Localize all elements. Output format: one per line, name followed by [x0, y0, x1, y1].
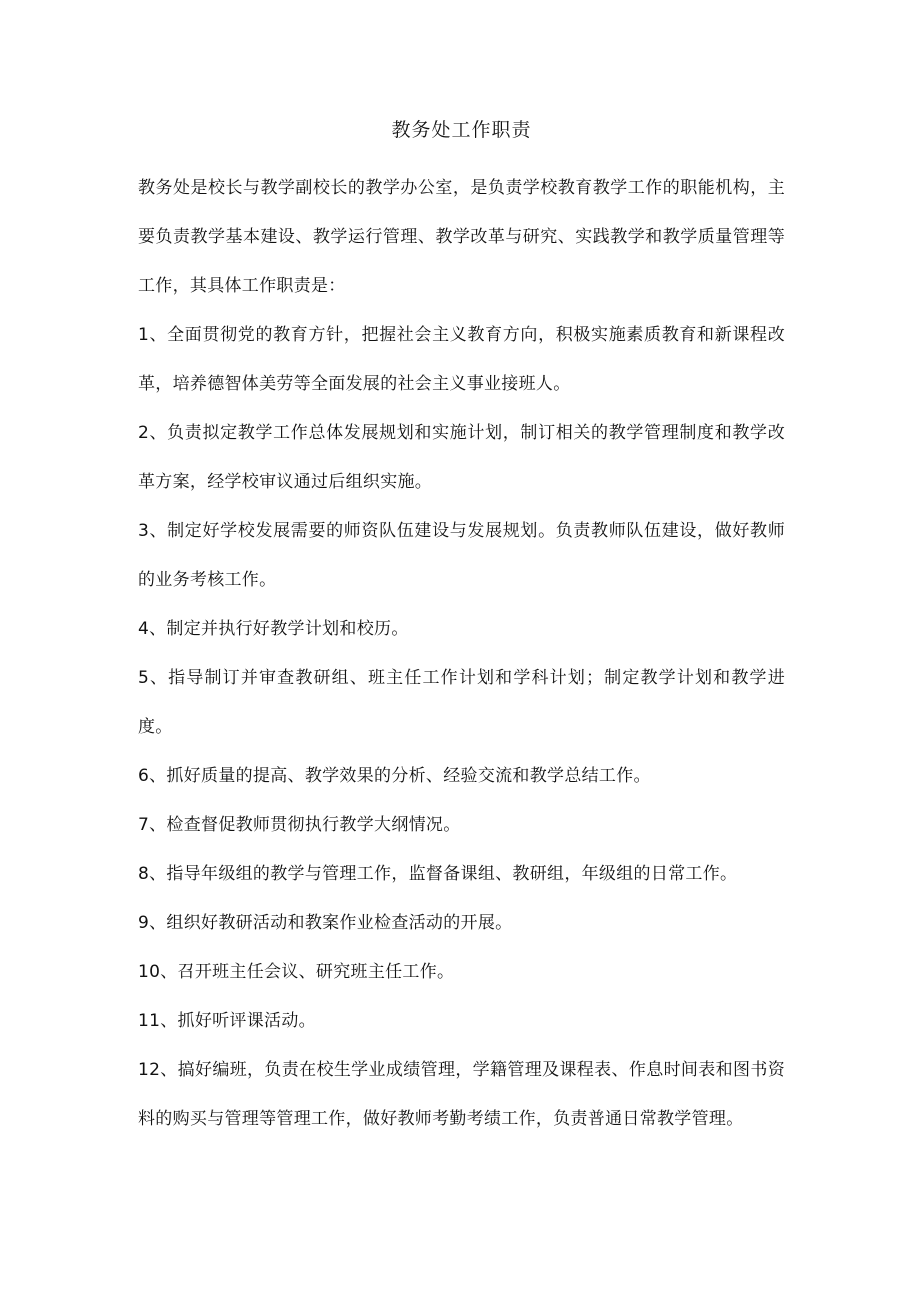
duty-item-5: 5、指导制订并审查教研组、班主任工作计划和学科计划；制定教学计划和教学进度。 [138, 668, 785, 737]
duty-item-7: 7、检查督促教师贯彻执行教学大纲情况。 [138, 815, 461, 835]
duty-item-3: 3、制定好学校发展需要的师资队伍建设与发展规划。负责教师队伍建设，做好教师的业务考核工作。 [138, 521, 785, 590]
duty-item-4: 4、制定并执行好教学计划和校历。 [138, 619, 409, 639]
duty-item-10: 10、召开班主任会议、研究班主任工作。 [138, 962, 455, 982]
duty-item-8: 8、指导年级组的教学与管理工作，监督备课组、教研组，年级组的日常工作。 [138, 864, 738, 884]
duty-item-11: 11、抓好听评课活动。 [138, 1011, 316, 1031]
duty-item-1: 1、全面贯彻党的教育方针，把握社会主义教育方向，积极实施素质教育和新课程改革，培养德智体美劳等全面发展的社会主义事业接班人。 [138, 325, 785, 394]
duty-item-2: 2、负责拟定教学工作总体发展规划和实施计划，制订相关的教学管理制度和教学改革方案，经学校审议通过后组织实施。 [138, 423, 785, 492]
duty-item-6: 6、抓好质量的提高、教学效果的分析、经验交流和教学总结工作。 [138, 766, 651, 786]
document-title: 教务处工作职责 [391, 119, 532, 141]
intro-paragraph: 教务处是校长与教学副校长的教学办公室，是负责学校教育教学工作的职能机构，主要负责教学基本建设、教学运行管理、教学改革与研究、实践教学和教学质量管理等工作，其具体工作职责是： [138, 178, 785, 296]
duty-item-12: 12、搞好编班，负责在校生学业成绩管理，学籍管理及课程表、作息时间表和图书资料的购买与管理等管理工作，做好教师考勤考绩工作，负责普通日常教学管理。 [138, 1060, 785, 1129]
duty-item-9: 9、组织好教研活动和教案作业检查活动的开展。 [138, 913, 513, 933]
